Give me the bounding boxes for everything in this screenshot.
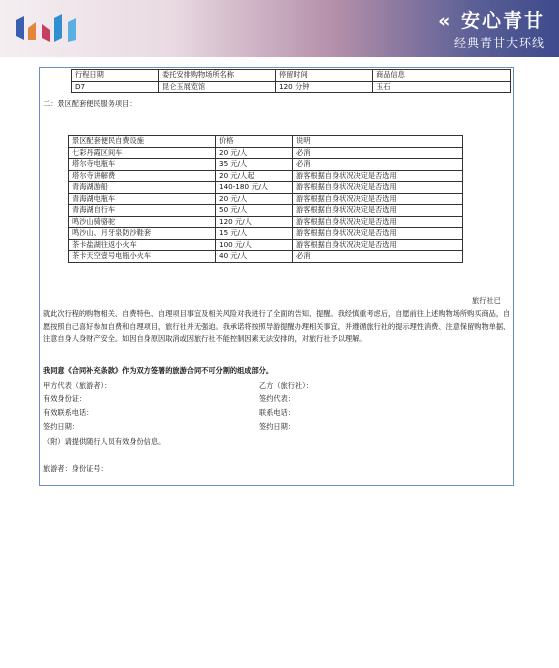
table-cell: 游客根据自身状况决定是否选用 [293,216,463,228]
services-header-row [69,136,463,148]
table-cell: 昆仑玉展览馆 [159,81,276,93]
table-cell: 游客根据自身状况决定是否选用 [293,228,463,240]
table-cell: 玉石 [373,81,511,93]
table-cell: D7 [72,81,159,93]
shopping-header-cell: 委托安排购物场所名称 [159,70,276,82]
party-b-label: 乙方（旅行社）： [259,381,313,390]
services-table [68,135,463,263]
table-row [69,193,463,205]
table-cell: 50 元/人 [216,205,293,217]
table-row [69,239,463,251]
table-cell: 游客根据自身状况决定是否选用 [293,182,463,194]
services-header-cell: 景区配套便民自费设施 [69,136,216,148]
table-cell: 鸣沙山骑骆驼 [69,216,216,228]
table-cell: 青海湖电瓶车 [69,193,216,205]
header-banner [0,0,559,57]
party-a-label: 甲方代表（旅游者）： [43,381,112,390]
shopping-table [71,69,511,93]
brand-logo [14,12,84,44]
services-header-cell: 价格 [216,136,293,148]
table-row [69,251,463,263]
table-cell: 35 元/人 [216,159,293,171]
shopping-header-cell: 商品信息 [373,70,511,82]
table-cell: 七彩丹霞区间车 [69,147,216,159]
agreement-paragraph: 我同意《合同补充条款》作为双方签署的旅游合同不可分割的组成部分。 [43,366,274,375]
table-cell: 游客根据自身状况决定是否选用 [293,170,463,182]
table-cell: 鸣沙山、月牙泉防沙鞋套 [69,228,216,240]
brand-title: « 安心青甘 [438,10,545,32]
brand-subtitle: 经典青甘大环线 [453,36,545,50]
table-cell: 15 元/人 [216,228,293,240]
shopping-header-row [72,70,511,82]
table-cell: 必消 [293,147,463,159]
shopping-header-cell: 行程日期 [72,70,159,82]
table-cell: 茶卡盐湖往返小火车 [69,239,216,251]
table-cell: 20 元/人 [216,193,293,205]
phone-b-label: 联系电话： [259,408,295,417]
table-cell: 120 分钟 [276,81,373,93]
table-cell: 必消 [293,159,463,171]
table-cell: 游客根据自身状况决定是否选用 [293,193,463,205]
table-row [69,228,463,240]
table-cell: 青海湖自行车 [69,205,216,217]
table-cell: 100 元/人 [216,239,293,251]
table-cell: 游客根据自身状况决定是否选用 [293,239,463,251]
table-row [69,182,463,194]
table-cell: 青海湖游船 [69,182,216,194]
date-a-label: 签约日期： [43,422,79,431]
table-cell: 游客根据自身状况决定是否选用 [293,205,463,217]
agency-trail: 旅行社已 [472,296,501,305]
shopping-header-cell: 停留时间 [276,70,373,82]
table-cell: 120 元/人 [216,216,293,228]
table-cell: 塔尔寺讲解费 [69,170,216,182]
table-cell: 20 元/人 [216,147,293,159]
table-row [69,147,463,159]
table-cell: 140-180 元/人 [216,182,293,194]
date-b-label: 签约日期： [259,422,295,431]
attachment-note: （附）请提供随行人员有效身份信息。 [43,437,166,446]
services-header-cell: 说明 [293,136,463,148]
tourist-id-label: 旅游者：身份证号： [43,464,108,473]
table-row [69,205,463,217]
table-row [69,170,463,182]
disclosure-paragraph: 就此次行程的购物相关、自费特色、自理项目事宜及相关风险对我进行了全面的告知、提醒。我经慎重考虑后，自愿前往上述购物场所购买商品，自愿按照自己喜好参加自费和自理项目，旅行社并无强迫。我承诺将按照导游提醒办理相关事宜，并遵循旅行社的提示理性消费、注意保留购物单据、注意自身人身财产安全。如因自身原因取消或因旅行社不能控制因素无法安排的，对旅行社予以理解。 [43,309,511,343]
section-title: 二：景区配套便民服务项目： [43,99,137,108]
table-cell: 塔尔寺电瓶车 [69,159,216,171]
id-label: 有效身份证： [43,394,87,403]
table-cell: 茶卡天空壹号电瓶小火车 [69,251,216,263]
table-row [72,81,511,93]
table-cell: 40 元/人 [216,251,293,263]
table-cell: 必消 [293,251,463,263]
table-cell: 20 元/人起 [216,170,293,182]
phone-a-label: 有效联系电话： [43,408,94,417]
table-row [69,216,463,228]
sign-rep-label: 签约代表： [259,394,295,403]
table-row [69,159,463,171]
